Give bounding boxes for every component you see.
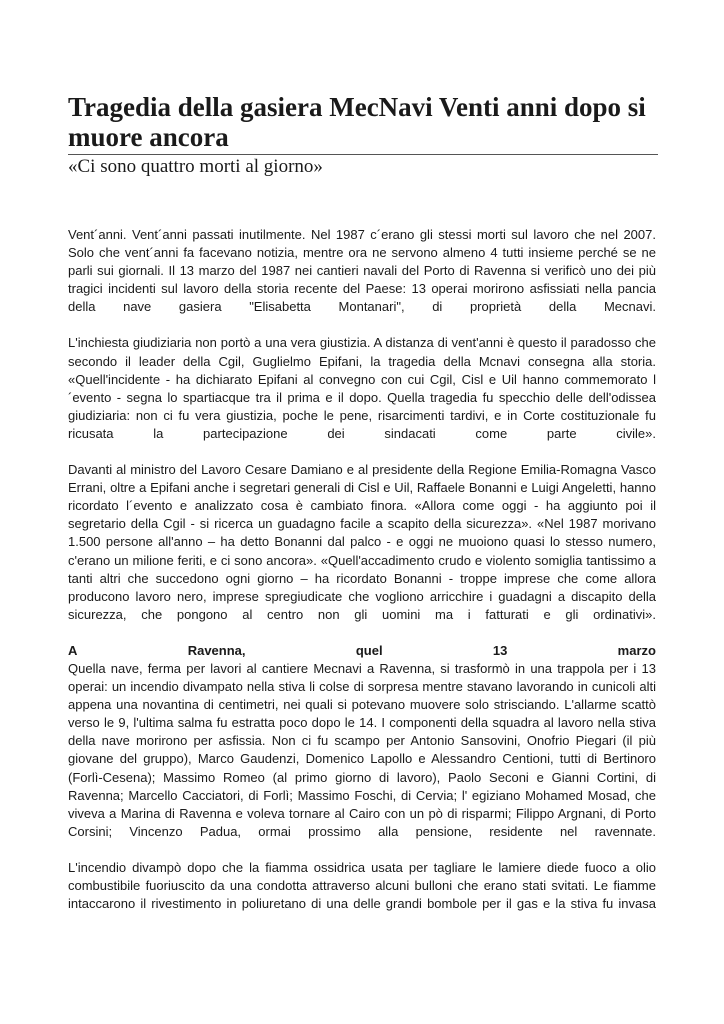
- paragraph-4: Quella nave, ferma per lavori al cantiere Mecnavi a Ravenna, si trasformò in una trappola per i 13 operai: un incendio divampato nella stiva li colse di sorpresa mentre stavano lavorando in cunicoli alti appena una novantina di centimetri, nei quali si potevano muovere solo strisciando. L'allarme scattò verso le 9, l'ultima salma fu estratta poco dopo le 14. I componenti della squadra al lavoro nella stiva della nave morirono per asfissia. Non ci fu scampo per Antonio Sansovini, Onofrio Piegari (il più giovane del gruppo), Marco Gaudenzi, Domenico Lapollo e Alessandro Centioni, tutti di Bertinoro (Forlì-Cesena); Massimo Romeo (al primo giorno di lavoro), Paolo Seconi e Gianni Cortini, di Ravenna; Marcello Cacciatori, di Forlì; Massimo Foschi, di Cervia; l' egiziano Mohamed Mosad, che viveva a Marina di Ravenna e voleva tornare al Cairo con un pò di risparmi; Filippo Argnani, di Porto Corsini; Vincenzo Padua, ormai prossimo alla pensione, residente nel ravennate.: [68, 660, 656, 839]
- section-heading-word: Ravenna,: [187, 642, 246, 658]
- paragraph-1: Vent´anni. Vent´anni passati inutilmente. Nel 1987 c´erano gli stessi morti sul lavoro che nel 2007. Solo che vent´anni fa facevano notizia, mentre ora ne servono almeno 4 tutti insieme perché se ne parli sui giornali. Il 13 marzo del 1987 nei cantieri navali del Porto di Ravenna si verificò uno dei più tragici incidenti sul lavoro della storia recente del Paese: 13 operai morirono asfissiati nella pancia della nave gasiera "Elisabetta Montanari", di proprietà della Mecnavi.: [68, 227, 656, 315]
- paragraph-5: L'incendio divampò dopo che la fiamma ossidrica usata per tagliare le lamiere diede fuoco a olio combustibile fuoriuscito da una condotta attraverso alcuni bulloni che erano stati svitati. Le fiamme intaccarono il rivestimento in poliuretano di una delle grandi bombole per il gas e la stiva fu invasa: [68, 859, 656, 912]
- paragraph-3: Davanti al ministro del Lavoro Cesare Damiano e al presidente della Regione Emilia-Romagna Vasco Errani, oltre a Epifani anche i segretari generali di Cisl e Uil, Raffaele Bonanni e Luigi Angeletti, hanno ricordato l´evento e analizzato cosa è cambiato finora. «Allora come oggi - ha aggiunto poi il segretario della Cgil - si ricerca un guadagno facile a scapito della sicurezza». «Nel 1987 morivano 1.500 persone all'anno – ha detto Bonanni dal palco - e oggi ne muoiono quasi lo stesso numero, c'erano un milione feriti, e ci sono ancora». «Quell'accadimento crudo e violento somiglia tantissimo a tanti altri che succedono ogni giorno – ha ricordato Bonanni - troppe imprese che come allora producono lavoro nero, imprese spregiudicate che vogliono arricchire i guadagni a discapito della sicurezza, che pongono al centro non gli uomini ma i fatturati e gli ordinativi».: [68, 462, 656, 622]
- section-heading-word: marzo: [617, 642, 656, 658]
- article-body: [68, 226, 656, 913]
- article-subtitle: «Ci sono quattro morti al giorno»: [68, 156, 323, 177]
- article-title: Tragedia della gasiera MecNavi Venti anni dopo si muore ancora: [68, 92, 646, 152]
- section-heading-word: 13: [492, 642, 508, 658]
- section-heading-word: quel: [355, 642, 383, 658]
- paragraph-2: L'inchiesta giudiziaria non portò a una vera giustizia. A distanza di vent'anni è questo il paradosso che secondo il leader della Cgil, Guglielmo Epifani, la tragedia della Mcnavi consegna alla storia. «Quell'incidente - ha dichiarato Epifani al convegno con cui Cgil, Cisl e Uil hanno commemorato l´evento - segna lo spartiacque tra il prima e il dopo. Quella tragedia fu specchio delle dell'odissea giudiziaria: non ci fu vera giustizia, poche le pene, risarcimenti tardivi, e in Corte costituzionale fu ricusata la partecipazione dei sindacati come parte civile».: [68, 335, 656, 441]
- document-page: [68, 92, 656, 913]
- section-heading-word: A: [68, 642, 78, 658]
- section-heading: [68, 642, 656, 660]
